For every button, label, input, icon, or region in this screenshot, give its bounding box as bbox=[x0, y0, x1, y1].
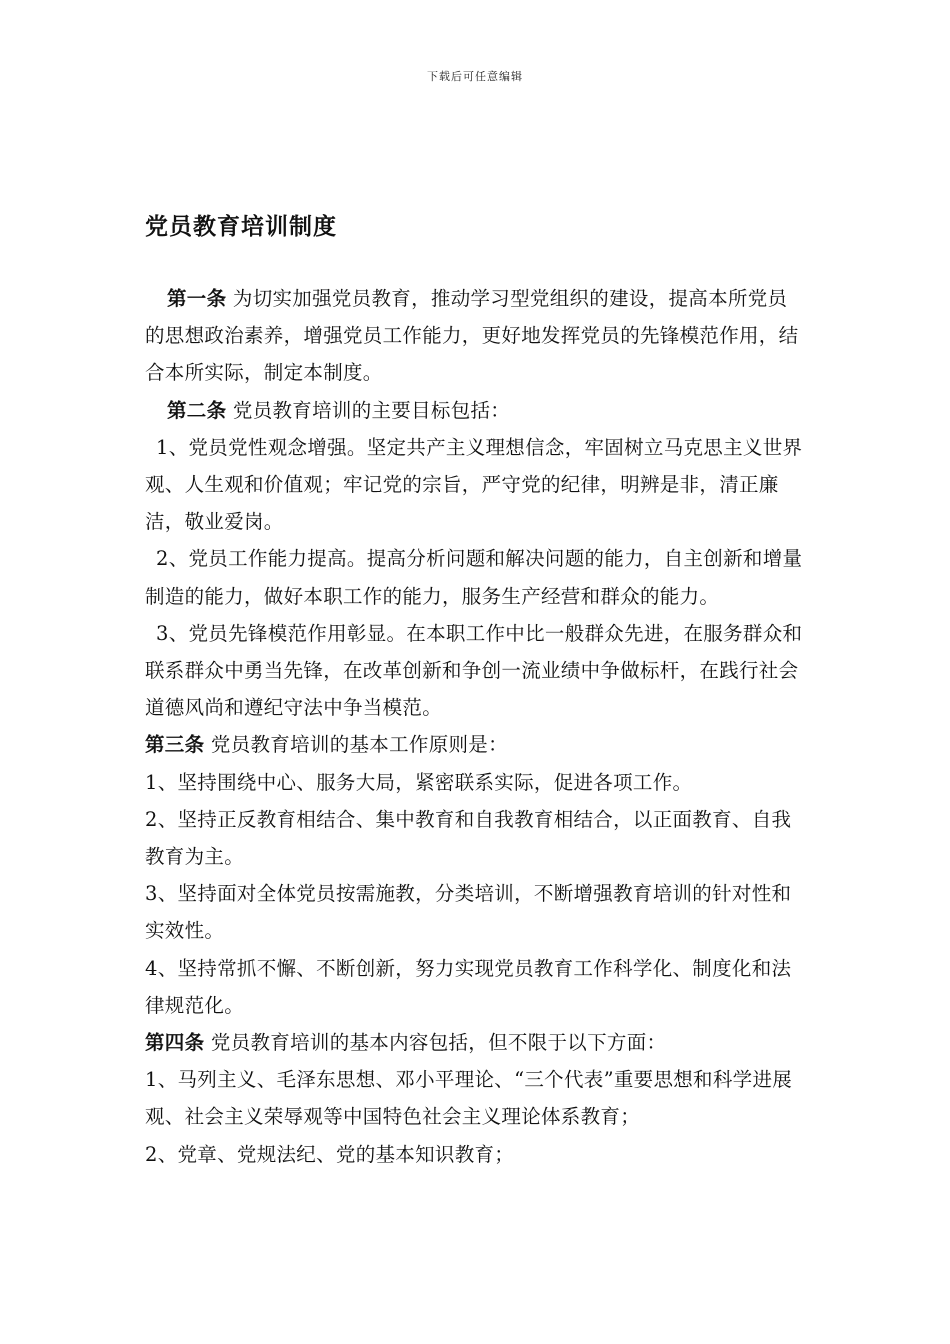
article-1-label: 第一条 bbox=[167, 287, 227, 310]
page-header-note: 下载后可任意编辑 bbox=[427, 70, 523, 83]
document-body bbox=[145, 280, 807, 1173]
document-title: 党员教育培训制度 bbox=[145, 214, 337, 240]
article-3-label: 第三条 bbox=[145, 733, 205, 757]
article-4-item-2: 2、党章、党规法纪、党的基本知识教育； bbox=[145, 1142, 515, 1166]
article-3-item-3: 3、坚持面对全体党员按需施教，分类培训，不断增强教育培训的针对性和实效性。 bbox=[145, 882, 792, 943]
article-2-item-1: 1、党员党性观念增强。坚定共产主义理想信念，牢固树立马克思主义世界观、人生观和价值观；牢记党的宗旨，严守党的纪律，明辨是非，清正廉洁，敬业爱岗。 bbox=[145, 435, 803, 534]
article-4 bbox=[145, 1024, 807, 1061]
article-2-item-2: 2、党员工作能力提高。提高分析问题和解决问题的能力，自主创新和增量制造的能力，做好本职工作的能力，服务生产经营和群众的能力。 bbox=[145, 547, 803, 608]
article-4-label: 第四条 bbox=[145, 1031, 205, 1055]
article-2-text: 党员教育培训的主要目标包括： bbox=[226, 398, 511, 422]
article-4-item-1: 1、马列主义、毛泽东思想、邓小平理论、“三个代表”重要思想和科学进展观、社会主义荣辱观等中国特色社会主义理论体系教育； bbox=[145, 1068, 793, 1129]
article-1 bbox=[145, 280, 807, 392]
article-1-text: 为切实加强党员教育，推动学习型党组织的建设，提高本所党员的思想政治素养，增强党员工作能力，更好地发挥党员的先锋模范作用，结合本所实际，制定本制度。 bbox=[145, 287, 799, 385]
article-2 bbox=[145, 392, 807, 429]
article-3-item-1: 1、坚持围绕中心、服务大局，紧密联系实际，促进各项工作。 bbox=[145, 770, 693, 794]
article-3-text: 党员教育培训的基本工作原则是： bbox=[204, 733, 508, 757]
article-2-item-3: 3、党员先锋模范作用彰显。在本职工作中比一般群众先进，在服务群众和联系群众中勇当先锋，在改革创新和争创一流业绩中争做标杆，在践行社会道德风尚和遵纪守法中争当模范。 bbox=[145, 621, 803, 720]
article-3-item-4: 4、坚持常抓不懈、不断创新，努力实现党员教育工作科学化、制度化和法律规范化。 bbox=[145, 956, 792, 1017]
article-2-label: 第二条 bbox=[167, 398, 227, 422]
article-3 bbox=[145, 726, 807, 763]
article-4-text: 党员教育培训的基本内容包括，但不限于以下方面： bbox=[204, 1031, 667, 1055]
article-3-item-2: 2、坚持正反教育相结合、集中教育和自我教育相结合，以正面教育、自我教育为主。 bbox=[145, 807, 792, 869]
